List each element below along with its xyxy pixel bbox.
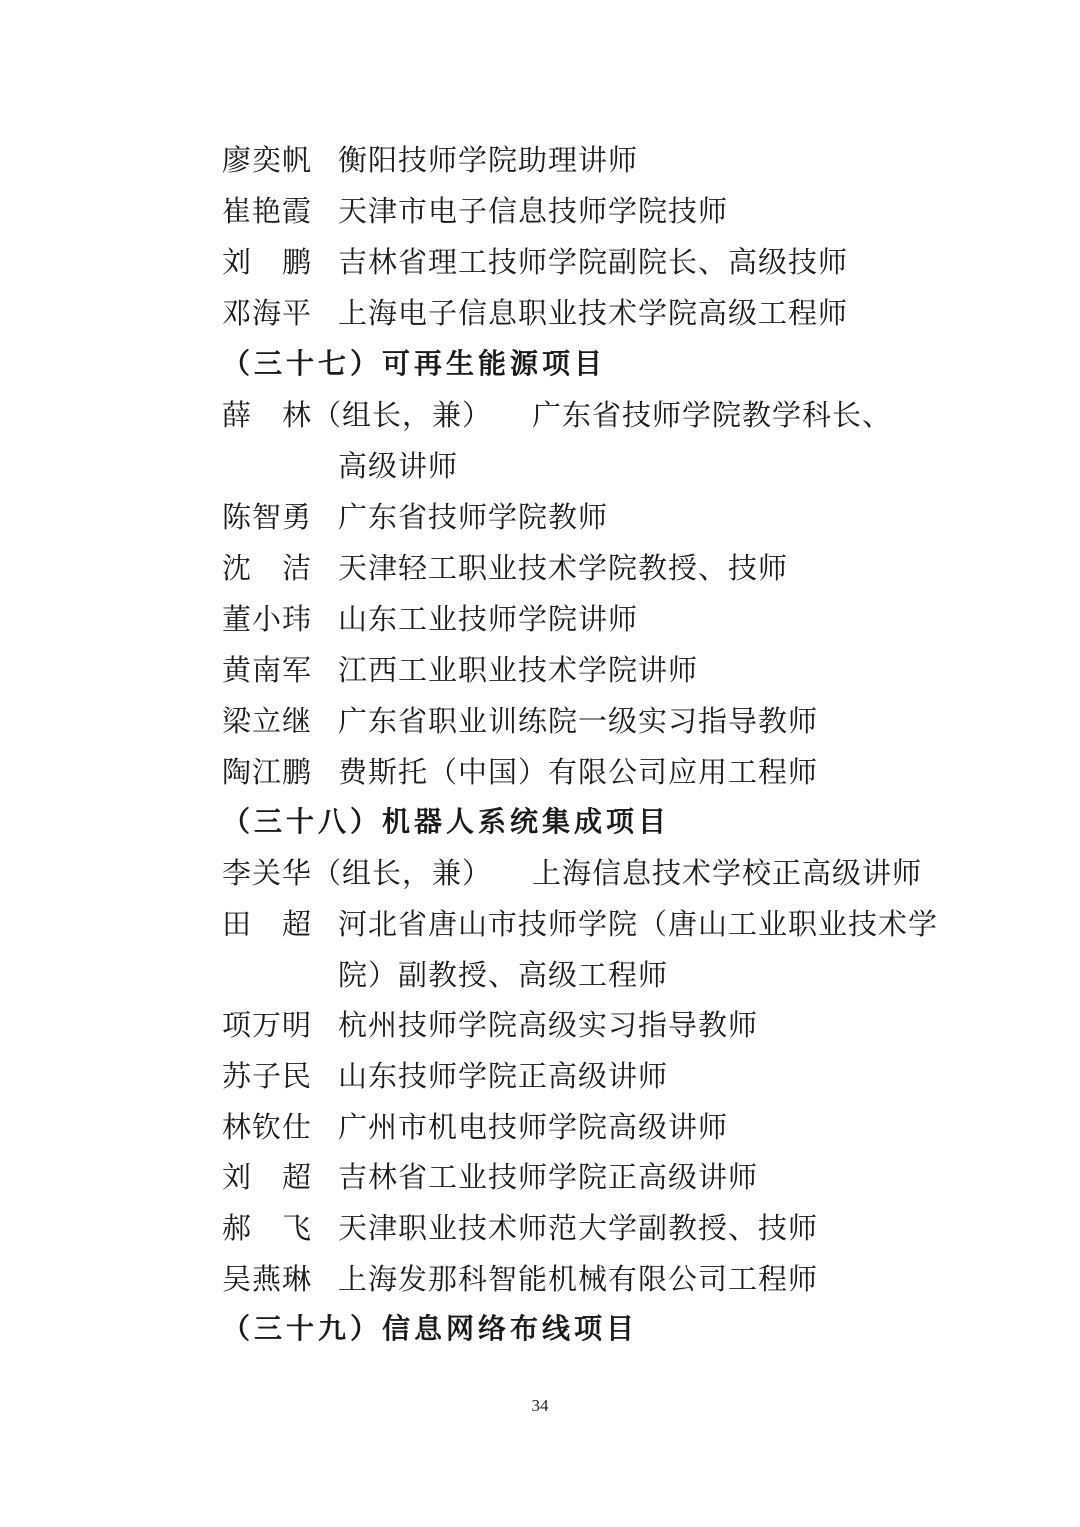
leader-name: 李关华（组长，兼）	[222, 856, 493, 890]
person-name: 吴燕琳	[222, 1262, 313, 1296]
person-affiliation: 广东省职业训练院一级实习指导教师	[338, 704, 819, 738]
person-affiliation: 广州市机电技师学院高级讲师	[338, 1110, 729, 1144]
leader-affiliation: 广东省技师学院教学科长、	[532, 398, 893, 432]
person-name: 董小玮	[222, 602, 313, 636]
list-item	[222, 293, 848, 333]
list-item-leader	[222, 395, 892, 435]
list-item	[222, 1259, 818, 1299]
leader-name: 薛 林（组长，兼）	[222, 398, 493, 432]
list-item	[222, 140, 638, 180]
person-affiliation: 山东工业技师学院讲师	[338, 602, 639, 636]
list-item	[222, 242, 848, 282]
list-item	[222, 599, 638, 639]
person-name: 项万明	[222, 1008, 313, 1042]
person-affiliation: 天津市电子信息技师学院技师	[338, 194, 729, 228]
list-item	[222, 701, 818, 741]
person-name: 陶江鹏	[222, 755, 313, 789]
person-affiliation: 河北省唐山市技师学院（唐山工业职业技术学	[338, 907, 939, 941]
person-name: 田 超	[222, 907, 313, 941]
list-item	[222, 548, 788, 588]
person-name: 廖奕帆	[222, 143, 313, 177]
person-affiliation: 山东技师学院正高级讲师	[338, 1059, 669, 1093]
person-name: 郝 飞	[222, 1211, 313, 1245]
list-item	[222, 1157, 758, 1197]
person-name: 刘 鹏	[222, 245, 313, 279]
person-name: 陈智勇	[222, 500, 313, 534]
person-affiliation: 费斯托（中国）有限公司应用工程师	[338, 755, 819, 789]
list-item	[222, 1056, 668, 1096]
person-affiliation: 杭州技师学院高级实习指导教师	[338, 1008, 759, 1042]
section-heading: （三十八）机器人系统集成项目	[222, 805, 671, 838]
person-affiliation-continued: 院）副教授、高级工程师	[338, 958, 669, 992]
person-name: 苏子民	[222, 1059, 313, 1093]
section-heading: （三十九）信息网络布线项目	[222, 1312, 639, 1345]
list-item	[222, 1208, 818, 1248]
list-item	[222, 497, 608, 537]
list-item	[222, 650, 698, 690]
person-affiliation: 江西工业职业技术学院讲师	[338, 653, 699, 687]
list-item	[222, 1107, 728, 1147]
person-name: 林钦仕	[222, 1110, 313, 1144]
person-name: 刘 超	[222, 1160, 313, 1194]
person-name: 沈 洁	[222, 551, 313, 585]
section-heading: （三十七）可再生能源项目	[222, 347, 607, 380]
list-item-leader	[222, 853, 922, 893]
person-affiliation: 吉林省理工技师学院副院长、高级技师	[338, 245, 849, 279]
person-name: 崔艳霞	[222, 194, 313, 228]
list-item	[222, 191, 728, 231]
person-affiliation: 衡阳技师学院助理讲师	[338, 143, 639, 177]
list-item	[222, 904, 938, 944]
leader-affiliation-continued: 高级讲师	[338, 449, 459, 483]
person-name: 梁立继	[222, 704, 313, 738]
page-number: 34	[531, 1396, 549, 1415]
person-affiliation: 天津轻工职业技术学院教授、技师	[338, 551, 789, 585]
list-item	[222, 752, 818, 792]
person-affiliation: 天津职业技术师范大学副教授、技师	[338, 1211, 819, 1245]
person-name: 黄南军	[222, 653, 313, 687]
person-affiliation: 上海电子信息职业技术学院高级工程师	[338, 296, 849, 330]
person-affiliation: 上海发那科智能机械有限公司工程师	[338, 1262, 819, 1296]
leader-affiliation: 上海信息技术学校正高级讲师	[532, 856, 923, 890]
person-affiliation: 吉林省工业技师学院正高级讲师	[338, 1160, 759, 1194]
person-name: 邓海平	[222, 296, 313, 330]
list-item	[222, 1005, 758, 1045]
person-affiliation: 广东省技师学院教师	[338, 500, 609, 534]
